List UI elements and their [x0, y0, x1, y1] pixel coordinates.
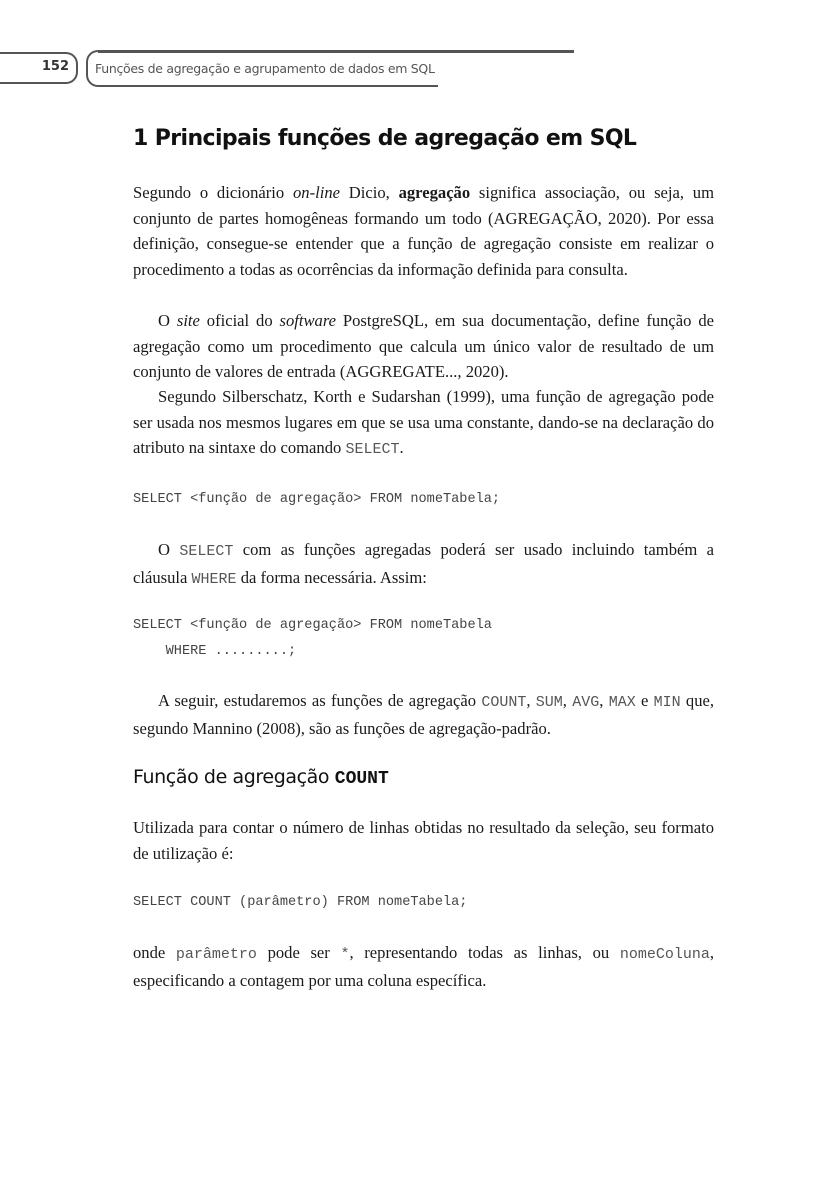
subsection-title-code: COUNT — [334, 769, 389, 789]
text: Segundo Silberschatz, Korth e Sudarshan (1999), uma função de agregação pode ser usada nos mesmos lugares em que se usa uma constante, dando-se na declaração do atributo na sintaxe do comando — [133, 387, 714, 457]
inline-code: * — [340, 946, 350, 963]
text: e — [635, 691, 654, 710]
code-block-select: SELECT <função de agregação> FROM nomeTabela; — [133, 492, 501, 507]
inline-code: parâmetro — [175, 946, 257, 963]
text: que, segundo Mannino (2008), são as funções de agregação-padrão. — [133, 691, 715, 738]
page-number-box — [0, 52, 78, 84]
text: Dicio, — [340, 183, 399, 202]
code-block-select-where — [133, 613, 492, 664]
page-number: 152 — [41, 59, 69, 74]
paragraph-select-where — [133, 537, 714, 592]
header-rule-bottom — [98, 85, 438, 88]
paragraph-count-description: Utilizada para contar o número de linhas obtidas no resultado da seleção, seu formato de utilização é: — [133, 818, 714, 863]
text: pode ser — [256, 943, 341, 962]
inline-code: AVG — [572, 694, 600, 711]
text: A seguir, estudaremos as funções de agregação — [158, 691, 482, 710]
text: Segundo o dicionário — [133, 183, 293, 202]
inline-code: nomeColuna — [619, 946, 710, 963]
text: , — [562, 691, 573, 710]
paragraph-postgresql — [133, 308, 714, 385]
text: da forma necessária. Assim: — [236, 567, 427, 587]
text: . — [399, 438, 404, 457]
running-title: Funções de agregação e agrupamento de dados em SQL — [95, 61, 435, 76]
code-line: SELECT <função de agregação> FROM nomeTabela — [133, 618, 492, 633]
italic-term: site — [176, 311, 200, 330]
text: significa associação, ou seja, um conjunto de partes homogêneas formando um todo (AGREGAÇÃO, 2020). Por essa definição, consegue-se entender que a função de agregação consiste em realizar o procedimento a todas as ocorrências da informação definida para consulta. — [133, 183, 715, 279]
subsection-title-text: Função de agregação — [133, 766, 335, 788]
text: onde — [133, 943, 176, 962]
inline-code: COUNT — [481, 694, 527, 711]
header-rule-top — [98, 50, 574, 53]
text: , — [526, 691, 536, 710]
text: PostgreSQL, em sua documentação, define função de agregação como um procedimento que calcula um único valor de resultado de um conjunto de valores de entrada (AGGREGATE..., 2020). — [133, 311, 714, 381]
text: , representando todas as linhas, ou — [349, 943, 620, 962]
section-title: 1 Principais funções de agregação em SQL — [133, 126, 637, 151]
text: , — [599, 691, 609, 710]
inline-code: MAX — [608, 694, 636, 711]
paragraph-silberschatz — [133, 384, 714, 463]
italic-term: on-line — [292, 183, 340, 202]
text: com as funções agregadas poderá ser usado incluindo também a cláusula — [133, 540, 714, 587]
text: O — [158, 311, 177, 330]
code-block-count: SELECT COUNT (parâmetro) FROM nomeTabela; — [133, 895, 468, 910]
inline-code: SELECT — [345, 441, 400, 458]
bold-term: agregação — [398, 183, 471, 202]
inline-code: MIN — [653, 694, 681, 711]
text: , especificando a contagem por uma coluna específica. — [133, 943, 714, 990]
inline-code: SELECT — [179, 543, 234, 560]
italic-term: software — [279, 311, 337, 330]
text: O — [158, 540, 180, 559]
paragraph-definition — [133, 180, 714, 282]
subsection-title — [133, 766, 389, 789]
code-line: WHERE .........; — [133, 643, 297, 659]
paragraph-count-parameter — [133, 940, 714, 993]
paragraph-aggregate-functions — [133, 688, 714, 741]
text: oficial do — [199, 311, 280, 330]
inline-code: SUM — [535, 694, 563, 711]
inline-code: WHERE — [191, 570, 237, 588]
